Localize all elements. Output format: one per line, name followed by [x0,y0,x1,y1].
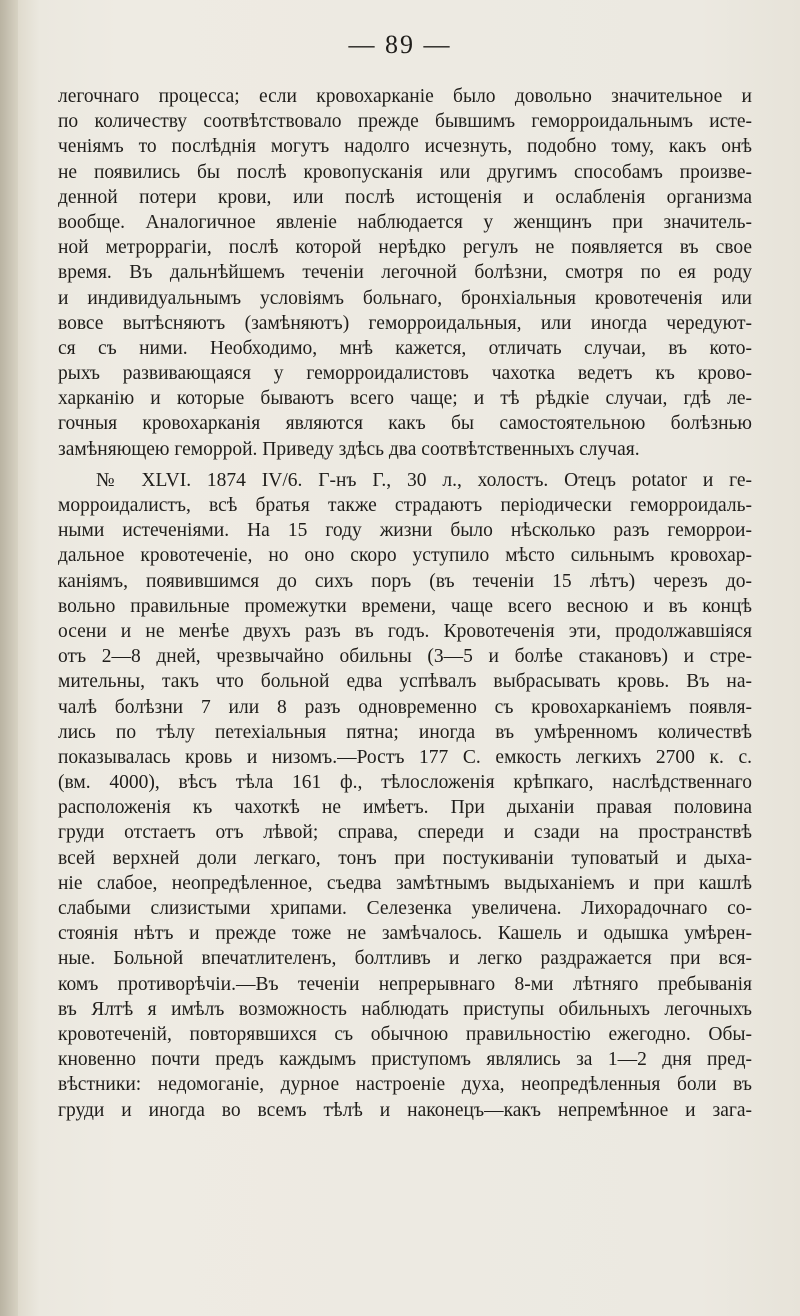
text-line: чалѣ болѣзни 7 или 8 разъ одновременно съ кровохарканіемъ появля- [58,696,752,718]
text-line: дальное кровотеченіе, но оно скоро уступило мѣсто сильнымъ кровохар- [58,545,752,567]
paragraph [58,84,752,462]
text-line: ные. Больной впечатлителенъ, болтливъ и легко раздражается при вся- [58,948,752,970]
text-line: слабыми слизистыми хрипами. Селезенка увеличена. Лихорадочнаго со- [58,898,752,919]
text-line: по количеству соотвѣтствовало прежде бывшимъ геморроидальнымъ исте- [58,111,752,133]
text-line: и индивидуальнымъ условіямъ больнаго, бронхіальныя кровотеченія или [58,287,752,309]
text-line: ной метроррагіи, послѣ которой нерѣдко регулъ не появляется въ свое [58,237,752,259]
text-line: комъ противорѣчіи.—Въ теченіи непрерывнаго 8-ми лѣтняго пребыванія [58,973,752,995]
text-line: вовсе вытѣсняютъ (замѣняютъ) геморроидальныя, или иногда чередуют- [58,312,752,334]
text-line: ніе слабое, неопредѣленное, съедва замѣтнымъ выдыханіемъ и при кашлѣ [58,872,752,894]
text-line: всей верхней доли легкаго, тонъ при постукиваніи туповатый и дыха- [58,847,752,869]
text-line: харканію и которые бываютъ всего чаще; и тѣ рѣдкіе случаи, гдѣ ле- [58,388,752,410]
text-line: не появились бы послѣ кровопусканія или другимъ способамъ произве- [58,161,752,183]
text-line: стоянія нѣтъ и прежде тоже не замѣчалось. Кашель и одышка умѣрен- [58,923,752,945]
text-line: морроидалистъ, всѣ братья также страдаютъ періодически геморроидаль- [58,495,752,516]
text-line: ченіямъ то послѣднія могутъ надолго исчезнуть, подобно тому, какъ онѣ [58,136,752,158]
text-line: каніямъ, появившимся до сихъ поръ (въ теченіи 15 лѣтъ) черезъ до- [58,570,752,592]
text-line: мительны, такъ что больной едва успѣвалъ выбрасывать кровь. Въ на- [58,671,752,693]
text-line: въ Ялтѣ я имѣлъ возможность наблюдать приступы обильныхъ легочныхъ [58,998,752,1020]
text-line: рыхъ развивающаяся у геморроидалистовъ чахотка ведетъ къ крово- [58,363,752,385]
text-line: расположенія къ чахоткѣ не имѣетъ. При дыханіи правая половина [58,797,752,819]
text-line: груди отстаетъ отъ лѣвой; справа, спереди и сзади на пространствѣ [58,822,752,844]
text-line: ся съ ними. Необходимо, мнѣ кажется, отличать случаи, въ кото- [58,337,752,359]
text-line: лись по тѣлу петехіальныя пятна; иногда въ умѣренномъ количествѣ [58,721,752,743]
text-line: вѣстники: недомоганіе, дурное настроеніе духа, неопредѣленныя боли въ [58,1074,752,1096]
text-line: ными истеченіями. На 15 году жизни было нѣсколько разъ геморрои- [58,520,752,542]
paragraph [58,468,752,1123]
page-binding-edge [0,0,18,1316]
text-line: вольно правильные промежутки времени, чаще всего весною и въ концѣ [58,595,752,617]
text-line: показывалась кровь и низомъ.—Ростъ 177 С. емкость легкихъ 2700 к. с. [58,746,752,768]
text-line: замѣняющею геморрой. Приведу здѣсь два соотвѣтственныхъ случая. [58,438,640,460]
text-line: кновенно почти предъ каждымъ приступомъ являлись за 1—2 дня пред- [58,1049,752,1071]
text-line: (вм. 4000), вѣсъ тѣла 161 ф., тѣлосложенія крѣпкаго, наслѣдственнаго [58,772,752,794]
text-line: отъ 2—8 дней, чрезвычайно обильны (3—5 и болѣе стакановъ) и стре- [58,646,752,668]
page-number: — 89 — [348,30,452,59]
text-line: вообще. Аналогичное явленіе наблюдается у женщинъ при значитель- [58,211,752,233]
text-line: время. Въ дальнѣйшемъ теченіи легочной болѣзни, смотря по ея роду [58,262,752,284]
text-line: осени и не менѣе двухъ разъ въ годъ. Кровотеченія эти, продолжавшіяся [58,620,752,642]
text-line: груди и иногда во всемъ тѣлѣ и наконецъ—какъ непремѣнное и зага- [58,1099,752,1121]
text-line: легочнаго процесса; если кровохарканіе было довольно значительное и [58,86,752,107]
text-line: кровотеченій, повторявшихся съ обычною правильностію ежегодно. Обы- [58,1023,752,1045]
text-line: денной потери крови, или послѣ истощенія и ослабленія организма [58,186,752,208]
text-line: гочныя кровохарканія являются какъ бы самостоятельною болѣзнью [58,413,752,435]
case-heading-line: № XLVI. 1874 IV/6. Г-нъ Г., 30 л., холостъ. Отецъ potator и ге- [96,469,752,491]
body-text [58,84,752,1123]
